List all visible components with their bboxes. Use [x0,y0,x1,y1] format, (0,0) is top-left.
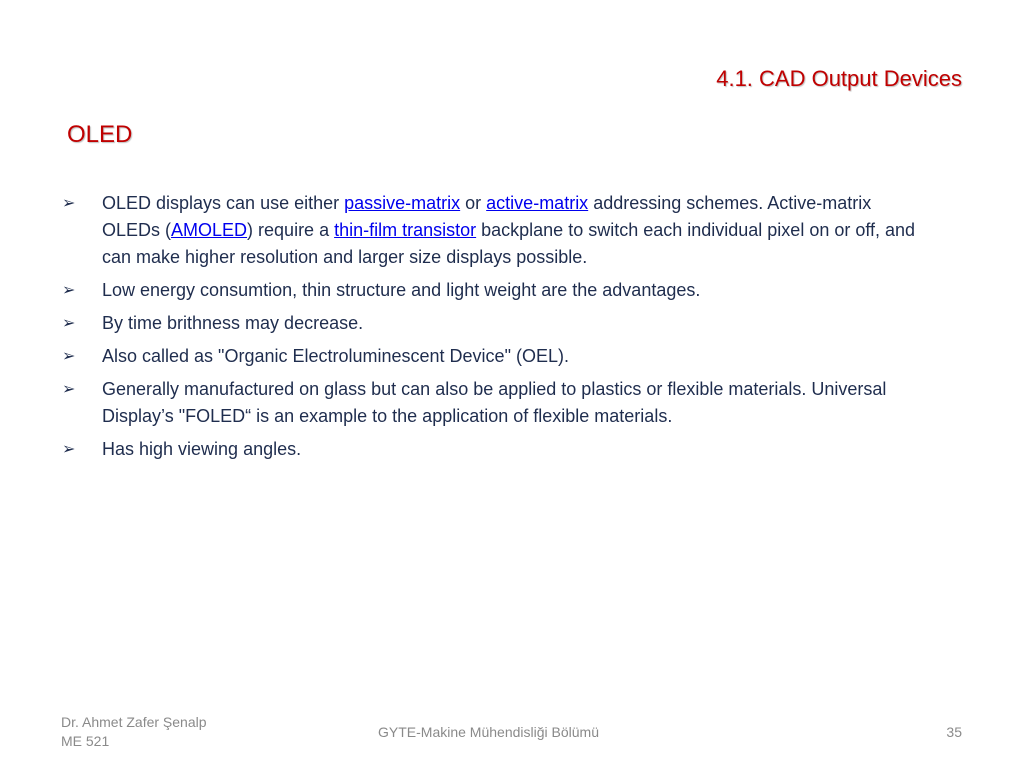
bullet-item [60,376,930,430]
bullet-item [60,277,930,304]
chapter-title: 4.1. CAD Output Devices [716,66,962,91]
link-amoled[interactable]: AMOLED [171,220,248,240]
arrow-bullet-icon: ➢ [62,441,76,458]
link-active-matrix[interactable]: active-matrix [486,193,589,213]
arrow-bullet-icon: ➢ [62,315,76,332]
arrow-bullet-icon: ➢ [62,282,76,299]
bullet-item [60,436,930,463]
arrow-bullet-icon: ➢ [62,195,76,212]
bullet-text-segment: backplane to switch each individual pixel on or off, and can make higher resolution and larger size displays possible. [102,220,916,267]
course-code: ME 521 [61,733,110,749]
bullet-item [60,190,930,271]
bullet-text: By time brithness may decrease. [102,313,364,333]
bullet-text: Low energy consumtion, thin structure and light weight are the advantages. [102,280,701,300]
bullet-list [60,190,930,469]
bullet-text-segment: ) require a [247,220,335,240]
bullet-item [60,310,930,337]
bullet-text-segment: addressing schemes. Active-matrix OLEDs ( [102,193,872,240]
bullet-text [102,190,930,271]
section-title: OLED [67,121,133,148]
bullet-text: Generally manufactured on glass but can also be applied to plastics or flexible materials. Universal Display’s "FOLED“ is an example to the application of flexible materials. [102,379,887,426]
page-number: 35 [946,724,962,740]
bullet-text-segment: OLED displays can use either [102,193,345,213]
footer-department: GYTE-Makine Mühendisliği Bölümü [378,724,599,740]
link-thin-film-transistor[interactable]: thin-film transistor [334,220,477,240]
footer-author [61,713,207,751]
arrow-bullet-icon: ➢ [62,381,76,398]
bullet-text-segment: or [460,193,487,213]
arrow-bullet-icon: ➢ [62,348,76,365]
link-passive-matrix[interactable]: passive-matrix [344,193,461,213]
bullet-text: Has high viewing angles. [102,439,302,459]
bullet-text: Also called as "Organic Electroluminescent Device" (OEL). [102,346,569,366]
author-name: Dr. Ahmet Zafer Şenalp [61,714,207,730]
bullet-item [60,343,930,370]
